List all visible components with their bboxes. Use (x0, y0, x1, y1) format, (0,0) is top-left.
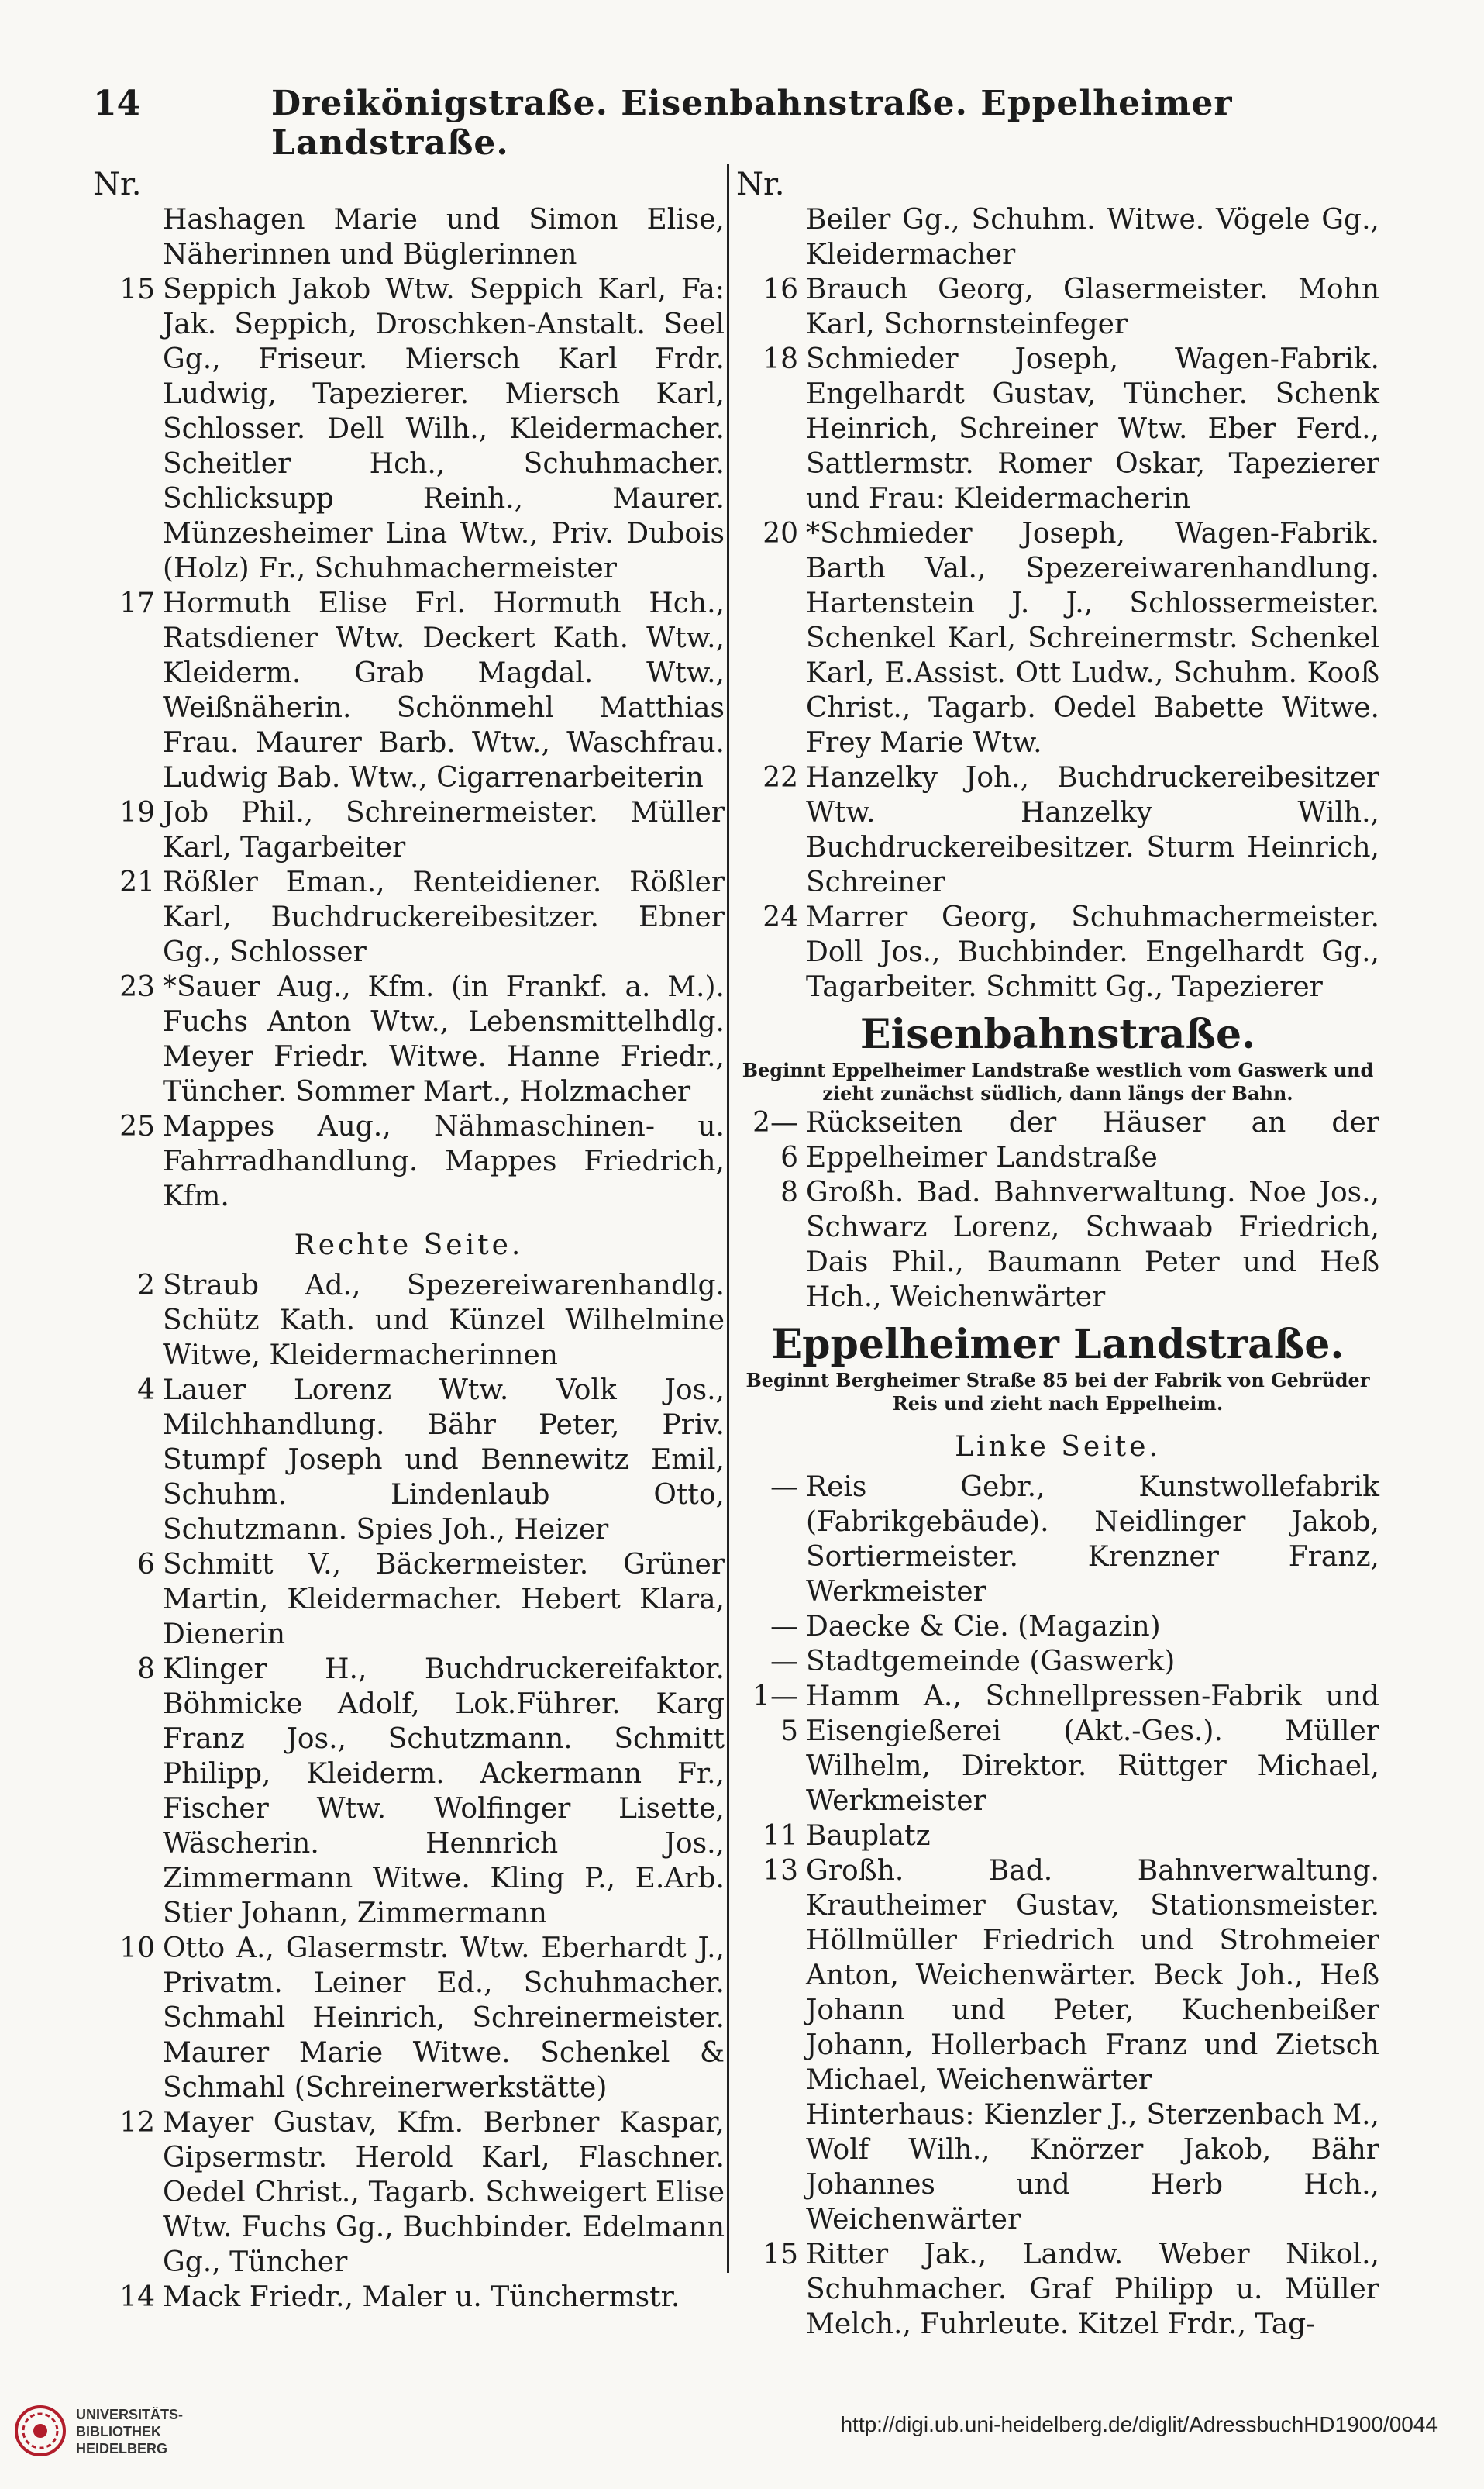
entry-text: Lauer Lorenz Wtw. Volk Jos., Milchhandlung. Bähr Peter, Priv. Stumpf Joseph und Bennewitz Emil, Schuhm. Lindenlaub Otto, Schutzmann. Spies Joh., Heizer (163, 1374, 725, 1546)
house-number: 18 (763, 343, 798, 375)
entry-text: Straub Ad., Spezereiwarenhandlg. Schütz Kath. und Künzel Wilhelmine Witwe, Kleidermacherinnen (163, 1270, 725, 1371)
entry-text: Brauch Georg, Glasermeister. Mohn Karl, Schornsteinfeger (806, 274, 1379, 340)
entry-text: Großh. Bad. Bahnverwaltung. Krautheimer Gustav, Stationsmeister. Höllmüller Friedrich und Strohmeier Anton, Weichenwärter. Beck Joh., Heß Johann und Peter, Kuchenbeißer Johann, Hollerbach Franz und Zietsch Michael, Weichenwärter (806, 1855, 1379, 2096)
house-number: 2 (137, 1270, 155, 1301)
linke-seite-heading: Linke Seite. (955, 1431, 1161, 1463)
list-item (736, 2237, 1379, 2342)
list-item (736, 2098, 1379, 2237)
house-number: 24 (763, 901, 798, 933)
library-logo[interactable] (14, 2401, 208, 2463)
house-number: 8 (137, 1653, 155, 1685)
entry-text: Hinterhaus: Kienzler J., Sterzenbach M., Wolf Wilh., Knörzer Jakob, Bähr Johannes und Herb Hch., Weichenwärter (806, 2099, 1379, 2236)
list-item (93, 586, 725, 795)
logo-line-3: HEIDELBERG (76, 2441, 168, 2456)
list-item (736, 342, 1379, 516)
house-number: 8 (780, 1177, 798, 1208)
house-number: 15 (119, 274, 155, 305)
entry-text: Rückseiten der Häuser an der Eppelheimer Landstraße (806, 1107, 1379, 1174)
house-number: 4 (137, 1374, 155, 1406)
house-number: — (770, 1611, 798, 1643)
eppelheimer-landstrasse-description: Beginnt Bergheimer Straße 85 bei der Fabrik von Gebrüder Reis und zieht nach Eppelheim. (745, 1369, 1370, 1415)
list-item (736, 202, 1379, 272)
house-number: 22 (763, 762, 798, 794)
entry-text: Mack Friedr., Maler u. Tünchermstr. (163, 2281, 680, 2313)
entry-text: Bauplatz (806, 1820, 931, 1852)
entry-text: Großh. Bad. Bahnverwaltung. Noe Jos., Schwarz Lorenz, Schwaab Friedrich, Dais Phil., Baumann Peter und Heß Hch., Weichenwärter (806, 1177, 1379, 1313)
university-seal-icon (14, 2405, 67, 2457)
entry-text: Schmieder Joseph, Wagen-Fabrik. Engelhardt Gustav, Tüncher. Schenk Heinrich, Schreiner Wtw. Eber Ferd., Sattlermstr. Romer Oskar, Tapezierer und Frau: Kleidermacherin (806, 343, 1379, 515)
house-number: 10 (119, 1932, 155, 1964)
house-number: 17 (119, 588, 155, 619)
list-item (736, 1679, 1379, 1818)
house-number: 1—5 (752, 1681, 798, 1747)
right-column (736, 167, 1379, 2342)
nr-label: Nr. (736, 167, 785, 202)
entry-text: Mayer Gustav, Kfm. Berbner Kaspar, Gipsermstr. Herold Karl, Flaschner. Oedel Christ., Tagarb. Schweigert Elise Wtw. Fuchs Gg., Buchbinder. Edelmann Gg., Tüncher (163, 2107, 725, 2278)
entry-text: Daecke & Cie. (Magazin) (806, 1611, 1161, 1643)
house-number: 21 (119, 867, 155, 898)
list-item (93, 1547, 725, 1652)
list-item (736, 1105, 1379, 1175)
rechte-seite-heading: Rechte Seite. (294, 1229, 524, 1261)
list-item (736, 1853, 1379, 2098)
eisenbahnstrasse-description: Beginnt Eppelheimer Landstraße westlich vom Gaswerk und zieht zunächst südlich, dann längs der Bahn. (742, 1059, 1374, 1105)
entry-text: Stadtgemeinde (Gaswerk) (806, 1646, 1176, 1677)
house-number: 13 (763, 1855, 798, 1887)
list-item (93, 1268, 725, 1373)
house-number: 15 (763, 2239, 798, 2270)
entry-text: *Sauer Aug., Kfm. (in Frankf. a. M.). Fuchs Anton Wtw., Lebensmittelhdlg. Meyer Friedr. Witwe. Hanne Friedr., Tüncher. Sommer Mart., Holzmacher (163, 971, 725, 1108)
house-number: 2—6 (752, 1107, 798, 1174)
house-number: 20 (763, 518, 798, 550)
eisenbahnstrasse-title: Eisenbahnstraße. (859, 1011, 1256, 1058)
nr-label: Nr. (93, 167, 142, 202)
entry-text: *Schmieder Joseph, Wagen-Fabrik. Barth Val., Spezereiwarenhandlung. Hartenstein J. J., Schlossermeister. Schenkel Karl, Schreinermstr. Schenkel Karl, E.Assist. Ott Ludw., Schuhm. Kooß Christ., Tagarb. Oedel Babette Witwe. Frey Marie Wtw. (806, 518, 1379, 759)
left-column (93, 167, 725, 2315)
list-item (93, 1931, 725, 2105)
list-item (736, 1175, 1379, 1315)
entry-text: Marrer Georg, Schuhmachermeister. Doll Jos., Buchbinder. Engelhardt Gg., Tagarbeiter. Schmitt Gg., Tapezierer (806, 901, 1379, 1003)
list-item (93, 1652, 725, 1931)
entry-text: Job Phil., Schreinermeister. Müller Karl, Tagarbeiter (163, 797, 725, 864)
house-number: 11 (763, 1820, 798, 1852)
logo-line-1: UNIVERSITÄTS- (76, 2407, 184, 2422)
list-item (93, 202, 725, 272)
running-title: Dreikönigstraße. Eisenbahnstraße. Eppelheimer Landstraße. (271, 84, 1233, 163)
entry-text: Hormuth Elise Frl. Hormuth Hch., Ratsdiener Wtw. Deckert Kath. Wtw., Kleiderm. Grab Magdal. Wtw., Weißnäherin. Schönmehl Matthias Frau. Maurer Barb. Wtw., Waschfrau. Ludwig Bab. Wtw., Cigarrenarbeiterin (163, 588, 725, 794)
list-item (736, 1470, 1379, 1609)
list-item (93, 970, 725, 1109)
list-item (736, 900, 1379, 1005)
list-item (736, 1609, 1379, 1644)
house-number: 12 (119, 2107, 155, 2139)
entry-text: Klinger H., Buchdruckereifaktor. Böhmicke Adolf, Lok.Führer. Karg Franz Jos., Schutzmann. Schmitt Philipp, Kleiderm. Ackermann Fr., Fischer Wtw. Wolfinger Lisette, Wäscherin. Hennrich Jos., Zimmermann Witwe. Kling P., E.Arb. Stier Johann, Zimmermann (163, 1653, 725, 1929)
list-item (736, 272, 1379, 342)
entry-text: Schmitt V., Bäckermeister. Grüner Martin, Kleidermacher. Hebert Klara, Dienerin (163, 1549, 725, 1650)
logo-text (76, 2406, 183, 2457)
house-number: 23 (119, 971, 155, 1003)
list-item (93, 1373, 725, 1547)
list-item (93, 2280, 725, 2315)
entry-text: Rößler Eman., Renteidiener. Rößler Karl, Buchdruckereibesitzer. Ebner Gg., Schlosser (163, 867, 725, 968)
eppelheimer-landstrasse-title: Eppelheimer Landstraße. (771, 1321, 1345, 1368)
logo-line-2: BIBLIOTHEK (76, 2424, 161, 2439)
house-number: — (770, 1646, 798, 1677)
entry-text: Reis Gebr., Kunstwollefabrik (Fabrikgebäude). Neidlinger Jakob, Sortiermeister. Krenzner Franz, Werkmeister (806, 1471, 1379, 1608)
list-item (736, 516, 1379, 760)
list-item (736, 1644, 1379, 1679)
house-number: — (770, 1471, 798, 1503)
entry-text: Hanzelky Joh., Buchdruckereibesitzer Wtw. Hanzelky Wilh., Buchdruckereibesitzer. Sturm Heinrich, Schreiner (806, 762, 1379, 898)
list-item (93, 1109, 725, 1214)
house-number: 25 (119, 1111, 155, 1143)
house-number: 14 (119, 2281, 155, 2313)
list-item (736, 760, 1379, 900)
entry-text: Ritter Jak., Landw. Weber Nikol., Schuhmacher. Graf Philipp u. Müller Melch., Fuhrleute. Kitzel Frdr., Tag- (806, 2239, 1379, 2340)
entry-text: Hashagen Marie und Simon Elise, Näherinnen und Büglerinnen (163, 204, 725, 271)
list-item (736, 1818, 1379, 1853)
house-number: 16 (763, 274, 798, 305)
entry-text: Mappes Aug., Nähmaschinen- u. Fahrradhandlung. Mappes Friedrich, Kfm. (163, 1111, 725, 1212)
entry-text: Hamm A., Schnellpressen-Fabrik und Eisengießerei (Akt.-Ges.). Müller Wilhelm, Direktor. Rüttger Michael, Werkmeister (806, 1681, 1379, 1817)
list-item (93, 2105, 725, 2280)
page-number: 14 (93, 84, 141, 123)
page-header (93, 84, 1410, 163)
list-item (93, 865, 725, 970)
source-url-link[interactable]: http://digi.ub.uni-heidelberg.de/diglit/AdressbuchHD1900/0044 (840, 2412, 1438, 2436)
column-divider (727, 164, 729, 2273)
house-number: 19 (119, 797, 155, 829)
list-item (93, 272, 725, 586)
house-number: 6 (137, 1549, 155, 1581)
entry-text: Otto A., Glasermstr. Wtw. Eberhardt J., Privatm. Leiner Ed., Schuhmacher. Schmahl Heinrich, Schreinermeister. Maurer Marie Witwe. Schenkel & Schmahl (Schreinerwerkstätte) (163, 1932, 725, 2104)
entry-text: Seppich Jakob Wtw. Seppich Karl, Fa: Jak. Seppich, Droschken-Anstalt. Seel Gg., Friseur. Miersch Karl Frdr. Ludwig, Tapezierer. Miersch Karl, Schlosser. Dell Wilh., Kleidermacher. Scheitler Hch., Schuhmacher. Schlicksupp Reinh., Maurer. Münzesheimer Lina Wtw., Priv. Dubois (Holz) Fr., Schuhmachermeister (163, 274, 725, 584)
entry-text: Beiler Gg., Schuhm. Witwe. Vögele Gg., Kleidermacher (806, 204, 1379, 271)
list-item (93, 795, 725, 865)
